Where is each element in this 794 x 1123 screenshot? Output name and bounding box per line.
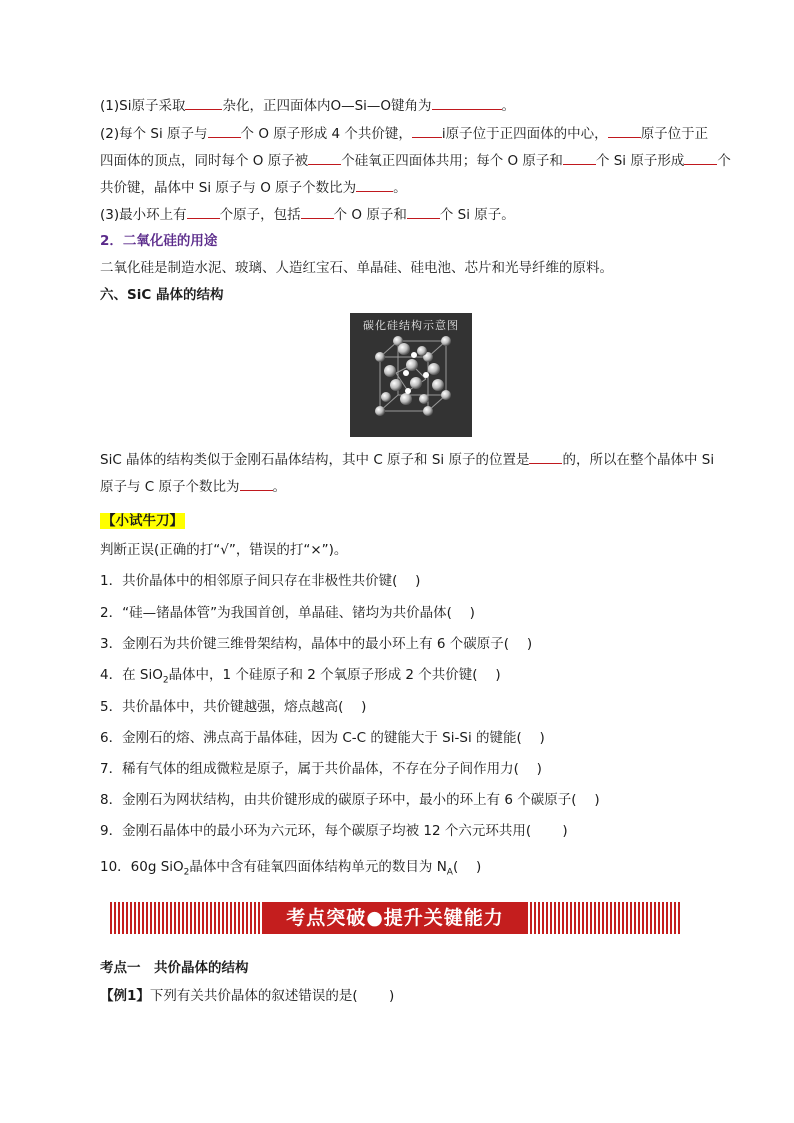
q2-line-2: 四面体的顶点，同时每个 O 原子被 个硅氧正四面体共用；每个 O 原子和 个 Si 原子形成 个: [100, 150, 731, 171]
section-6-title: 六、SiC 晶体的结构: [100, 287, 224, 303]
banner-title: 考点突破●提升关键能力: [264, 902, 526, 934]
answer-blank[interactable]: [432, 95, 502, 110]
q3-line: (3)最小环上有 个原子，包括 个 O 原子和 个 Si 原子。: [100, 204, 515, 225]
judge-item-10: 10．60g SiO$_2$晶体中含有硅氧四面体结构单元的数目为 $N_A$( ): [100, 859, 482, 878]
answer-blank[interactable]: [308, 150, 341, 165]
example-1: 【例1】下列有关共价晶体的叙述错误的是( ): [100, 988, 395, 1004]
point-1-title: 考点一 共价晶体的结构: [100, 960, 249, 976]
judge-item-9: 9．金刚石晶体中的最小环为六元环，每个碳原子均被 12 个六元环共用( ): [100, 823, 568, 839]
judge-item-8: 8．金刚石为网状结构，由共价键形成的碳原子环中，最小的环上有 6 个碳原子( ): [100, 792, 600, 808]
q2-line-3: 共价键，晶体中 Si 原子与 O 原子个数比为 。: [100, 177, 407, 198]
answer-blank[interactable]: [529, 449, 562, 464]
answer-blank[interactable]: [185, 95, 222, 110]
answer-blank[interactable]: [240, 476, 273, 491]
answer-blank[interactable]: [301, 204, 334, 219]
section-2-title: 2．二氧化硅的用途: [100, 233, 218, 249]
answer-blank[interactable]: [407, 204, 440, 219]
answer-blank[interactable]: [684, 150, 717, 165]
q1-line: (1)Si原子采取 杂化，正四面体内O—Si—O键角为 。: [100, 95, 515, 116]
section-2-body: 二氧化硅是制造水泥、玻璃、人造红宝石、单晶硅、硅电池、芯片和光导纤维的原料。: [100, 260, 613, 276]
answer-blank[interactable]: [412, 123, 442, 138]
answer-blank[interactable]: [356, 177, 393, 192]
sic-line-1: SiC 晶体的结构类似于金刚石晶体结构，其中 C 原子和 Si 原子的位置是 的，所以在整个晶体中 Si: [100, 449, 714, 470]
judge-item-3: 3．金刚石为共价键三维骨架结构，晶体中的最小环上有 6 个碳原子( ): [100, 636, 533, 652]
judge-item-1: 1．共价晶体中的相邻原子间只存在非极性共价键( ): [100, 573, 421, 589]
judge-item-4: 4．在 SiO$_2$晶体中，1 个硅原子和 2 个氧原子形成 2 个共价键( ): [100, 667, 501, 686]
section-banner: [110, 902, 680, 934]
judge-item-6: 6．金刚石的熔、沸点高于晶体硅，因为 C-C 的键能大于 Si-Si 的键能( ): [100, 730, 545, 746]
crystal-lattice-icon: [350, 313, 472, 437]
answer-blank[interactable]: [187, 204, 220, 219]
sic-structure-figure: [350, 313, 472, 437]
practice-tag: 【小试牛刀】: [102, 513, 183, 529]
sic-line-2: 原子与 C 原子个数比为 。: [100, 476, 286, 497]
answer-blank[interactable]: [563, 150, 596, 165]
judge-item-5: 5．共价晶体中，共价键越强，熔点越高( ): [100, 699, 367, 715]
q2-line-1: (2)每个 Si 原子与 个 O 原子形成 4 个共价键， i原子位于正四面体的中心， 原子位于正: [100, 123, 708, 144]
answer-blank[interactable]: [208, 123, 241, 138]
practice-tag-line: [100, 511, 185, 531]
judge-item-7: 7．稀有气体的组成微粒是原子，属于共价晶体，不存在分子间作用力( ): [100, 761, 542, 777]
judge-item-2: 2．“硅—锗晶体管”为我国首创，单晶硅、锗均为共价晶体( ): [100, 605, 475, 621]
practice-intro: 判断正误(正确的打“√”，错误的打“×”)。: [100, 542, 348, 558]
figure-caption: 碳化硅结构示意图: [363, 319, 459, 332]
answer-blank[interactable]: [608, 123, 641, 138]
